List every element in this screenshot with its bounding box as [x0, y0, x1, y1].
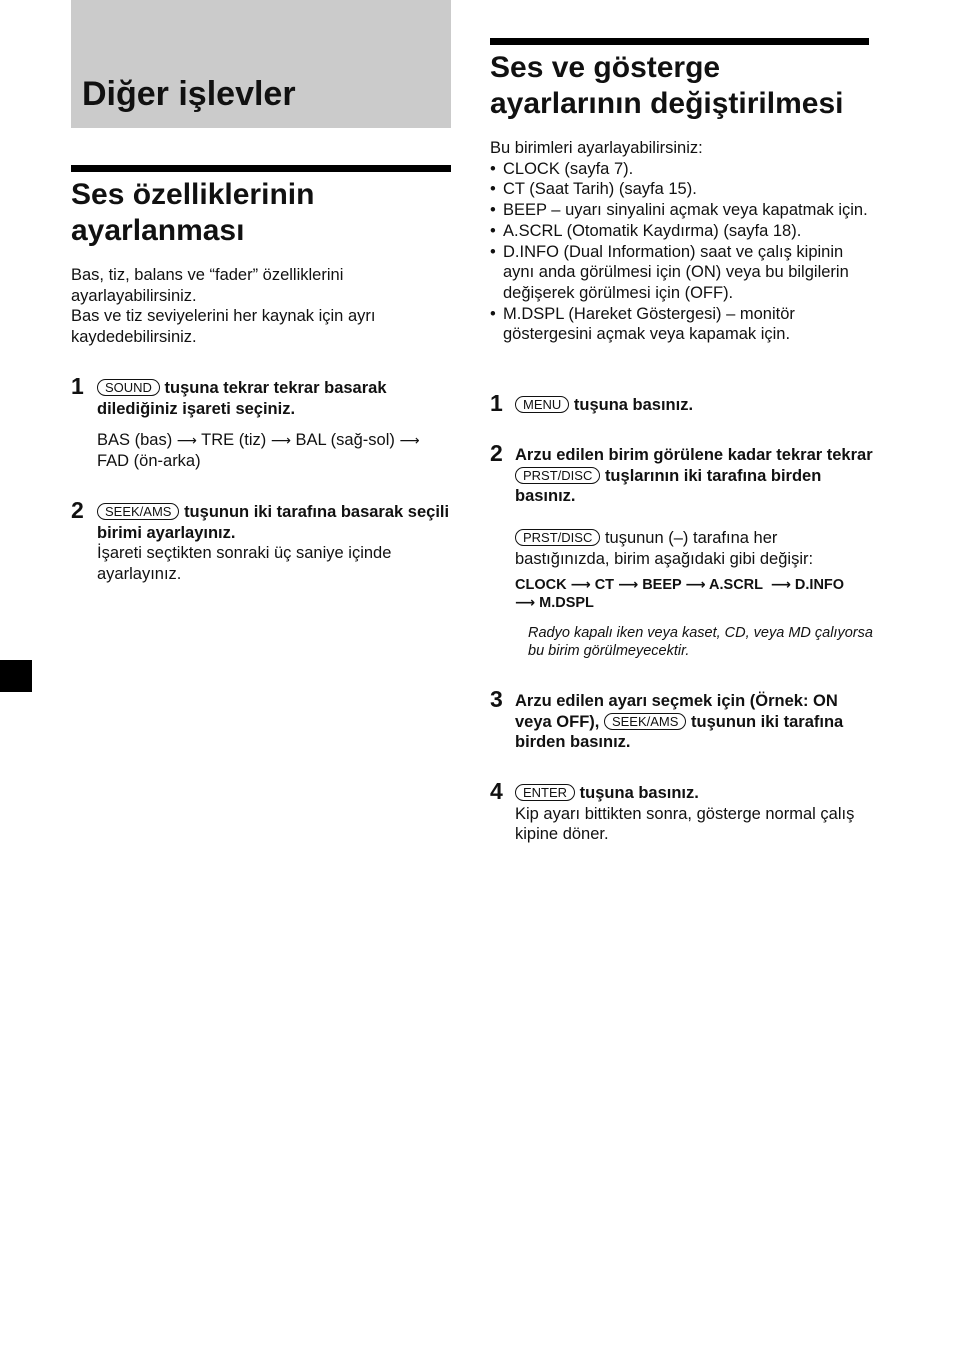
sequence-item: BAS (bas) [97, 431, 173, 449]
step-number: 1 [490, 390, 503, 416]
step-instruction: Arzu edilen ayarı seçmek için (Örnek: ON veya OFF), [515, 692, 838, 731]
prst-disc-key-label: PRST/DISC [515, 467, 600, 484]
right-intro-line: Bu birimleri ayarlayabilirsiniz: [490, 139, 703, 157]
step-instruction: tuşunun iki tarafına birden basınız. [515, 712, 844, 752]
list-item: • CT (Saat Tarih) (sayfa 15). [490, 179, 875, 200]
sequence-item: CT [594, 577, 615, 593]
right-step-4 [515, 783, 875, 845]
step-instruction: tuşunun iki tarafına basarak seçili birimi ayarlayınız. [97, 503, 450, 542]
sequence-item: M.DSPL [539, 595, 594, 611]
sequence-item: BEEP [642, 577, 682, 593]
left-step-2 [97, 502, 453, 585]
step-instruction: tuşuna basınız. [573, 396, 694, 414]
sequence-item: CLOCK [515, 577, 567, 593]
step-number: 3 [490, 686, 503, 712]
right-arrow-icon: ⟶ [399, 432, 420, 448]
step-number: 4 [490, 778, 503, 804]
settings-list [490, 159, 875, 345]
right-step-3 [515, 691, 875, 753]
right-intro [490, 138, 875, 345]
right-arrow-icon: ⟶ [770, 576, 791, 592]
seek-ams-key-label: SEEK/AMS [604, 713, 686, 730]
sequence-item: TRE (tiz) [201, 431, 267, 449]
list-item: • M.DSPL (Hareket Göstergesi) – monitör göstergesini açmak veya kapamak için. [490, 304, 875, 345]
right-step-2-note: Radyo kapalı iken veya kaset, CD, veya MD çalıyorsa bu birim görülmeyecektir. [528, 625, 873, 659]
list-item: • D.INFO (Dual Information) saat ve çalış kipinin aynı anda görülmesi için (ON) veya bu bilgilerin değişerek görülmesi için (OFF). [490, 242, 875, 304]
right-step-1 [515, 395, 875, 416]
right-step-2 [515, 445, 875, 507]
section-rule-right [490, 38, 869, 45]
right-arrow-icon: ⟶ [570, 576, 591, 592]
right-section-heading: Ses ve gösterge ayarlarının değiştirilmesi [490, 51, 844, 120]
sequence-item: A.SCRL [709, 577, 763, 593]
right-arrow-icon: ⟶ [515, 594, 536, 610]
step-number: 1 [71, 373, 84, 399]
right-step-2-sequence [515, 576, 880, 612]
left-step-1-sequence [97, 430, 453, 471]
step-number: 2 [71, 497, 84, 523]
menu-key-label: MENU [515, 396, 569, 413]
right-arrow-icon: ⟶ [176, 432, 197, 448]
right-step-2-detail [515, 528, 875, 569]
step-detail: İşareti seçtikten sonraki üç saniye içinde ayarlayınız. [97, 544, 392, 584]
list-item: • BEEP – uyarı sinyalini açmak veya kapatmak için. [490, 200, 875, 221]
right-arrow-icon: ⟶ [685, 576, 706, 592]
prst-disc-key-label: PRST/DISC [515, 529, 600, 546]
left-intro-line: Bas ve tiz seviyelerini her kaynak için ayrı kaydedebilirsiniz. [71, 307, 376, 347]
step-instruction: tuşlarının iki tarafına birden basınız. [515, 466, 822, 506]
right-arrow-icon: ⟶ [270, 432, 291, 448]
sound-key-label: SOUND [97, 379, 160, 396]
right-arrow-icon: ⟶ [618, 576, 639, 592]
list-item: • CLOCK (sayfa 7). [490, 159, 875, 180]
sequence-item: BAL (sağ-sol) [295, 431, 395, 449]
sequence-item: D.INFO [794, 577, 845, 593]
list-item: • A.SCRL (Otomatik Kaydırma) (sayfa 18). [490, 221, 875, 242]
step-instruction: Arzu edilen birim görülene kadar tekrar tekrar [515, 446, 873, 464]
section-rule-left [71, 165, 451, 172]
step-number: 2 [490, 440, 503, 466]
step-detail: tuşunun (–) tarafına her bastığınızda, birim aşağıdaki gibi değişir: [515, 529, 814, 568]
step-instruction: tuşuna tekrar tekrar basarak dilediğiniz işareti seçiniz. [97, 379, 387, 418]
step-detail: Kip ayarı bittikten sonra, gösterge normal çalış kipine döner. [515, 804, 855, 844]
left-intro-line: Bas, tiz, balans ve “fader” özelliklerini ayarlayabilirsiniz. [71, 266, 344, 305]
sequence-item: FAD (ön-arka) [97, 451, 201, 470]
left-step-1 [97, 378, 453, 419]
page-title: Diğer işlevler [82, 75, 296, 113]
step-instruction: tuşuna basınız. [579, 784, 699, 802]
left-intro [71, 265, 451, 348]
enter-key-label: ENTER [515, 784, 575, 801]
seek-ams-key-label: SEEK/AMS [97, 503, 179, 520]
left-section-heading: Ses özelliklerinin ayarlanması [71, 178, 315, 247]
section-tab-marker [0, 660, 32, 692]
